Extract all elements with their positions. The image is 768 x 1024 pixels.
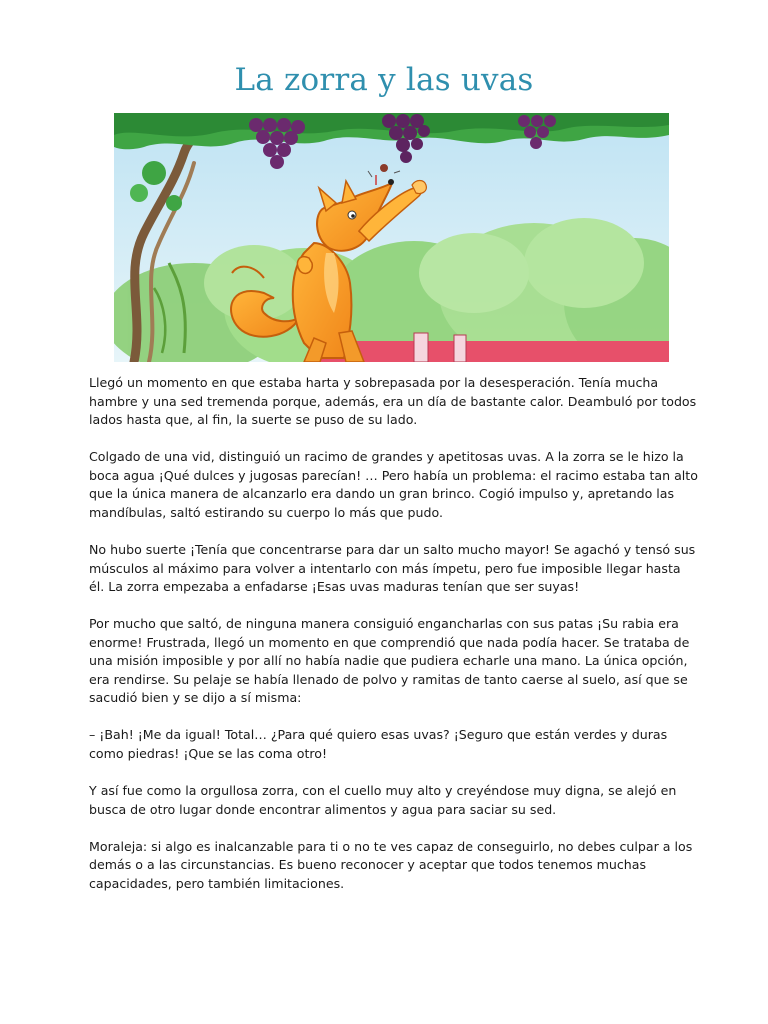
page-title: La zorra y las uvas bbox=[234, 62, 534, 98]
paragraph-6: Y así fue como la orgullosa zorra, con el cuello muy alto y creyéndose muy digna, se alejó en busca de otro lugar donde encontrar alimentos y agua para saciar su sed. bbox=[89, 783, 677, 817]
paragraph-1: Llegó un momento en que estaba harta y sobrepasada por la desesperación. Tenía mucha hambre y una sed tremenda porque, además, era un día de bastante calor. Deambuló por todos lados hasta que, al fin, la suerte se puso de su lado. bbox=[89, 375, 697, 428]
paragraph-3: No hubo suerte ¡Tenía que concentrarse para dar un salto mucho mayor! Se agachó y tensó sus músculos al máximo para volver a intentarlo con más ímpetu, pero fue imposible llegar hasta él. La zorra empezaba a enfadarse ¡Esas uvas maduras tenían que ser suyas! bbox=[89, 541, 696, 595]
paragraph-4: Por mucho que saltó, de ninguna manera consiguió engancharlas con sus patas ¡Su rabia era enorme! Frustrada, llegó un momento en que comprendió que nada podía hacer. Se trataba de una misión imposible y por allí no había nadie que pudiera echarle una mano. La única opción, era rendirse. Su pelaje se había llenado de polvo y ramitas de tanto caerse al suelo, así que se sacudió bien y se dijo a sí misma: bbox=[89, 616, 690, 706]
story-body bbox=[89, 374, 699, 912]
paragraph-5: – ¡Bah! ¡Me da igual! Total… ¿Para qué quiero esas uvas? ¡Seguro que están verdes y duras como piedras! ¡Que se las coma otro! bbox=[89, 727, 668, 762]
paragraph-2: Colgado de una vid, distinguió un racimo de grandes y apetitosas uvas. A la zorra se le hizo la boca agua ¡Qué dulces y jugosas parecían! … Pero había un problema: el racimo estaba tan alto que la única manera de alcanzarlo era dando un gran brinco. Cogió impulso y, apretando las mandíbulas, saltó estirando su cuerpo lo más que pudo. bbox=[89, 449, 698, 520]
moral-paragraph: Moraleja: si algo es inalcanzable para ti o no te ves capaz de conseguirlo, no debes culpar a los demás o a las circunstancias. Es bueno reconocer y aceptar que todos tenemos muchas capacidades, pero también limitaciones. bbox=[89, 838, 693, 891]
fox-and-grapes-illustration bbox=[114, 113, 669, 362]
